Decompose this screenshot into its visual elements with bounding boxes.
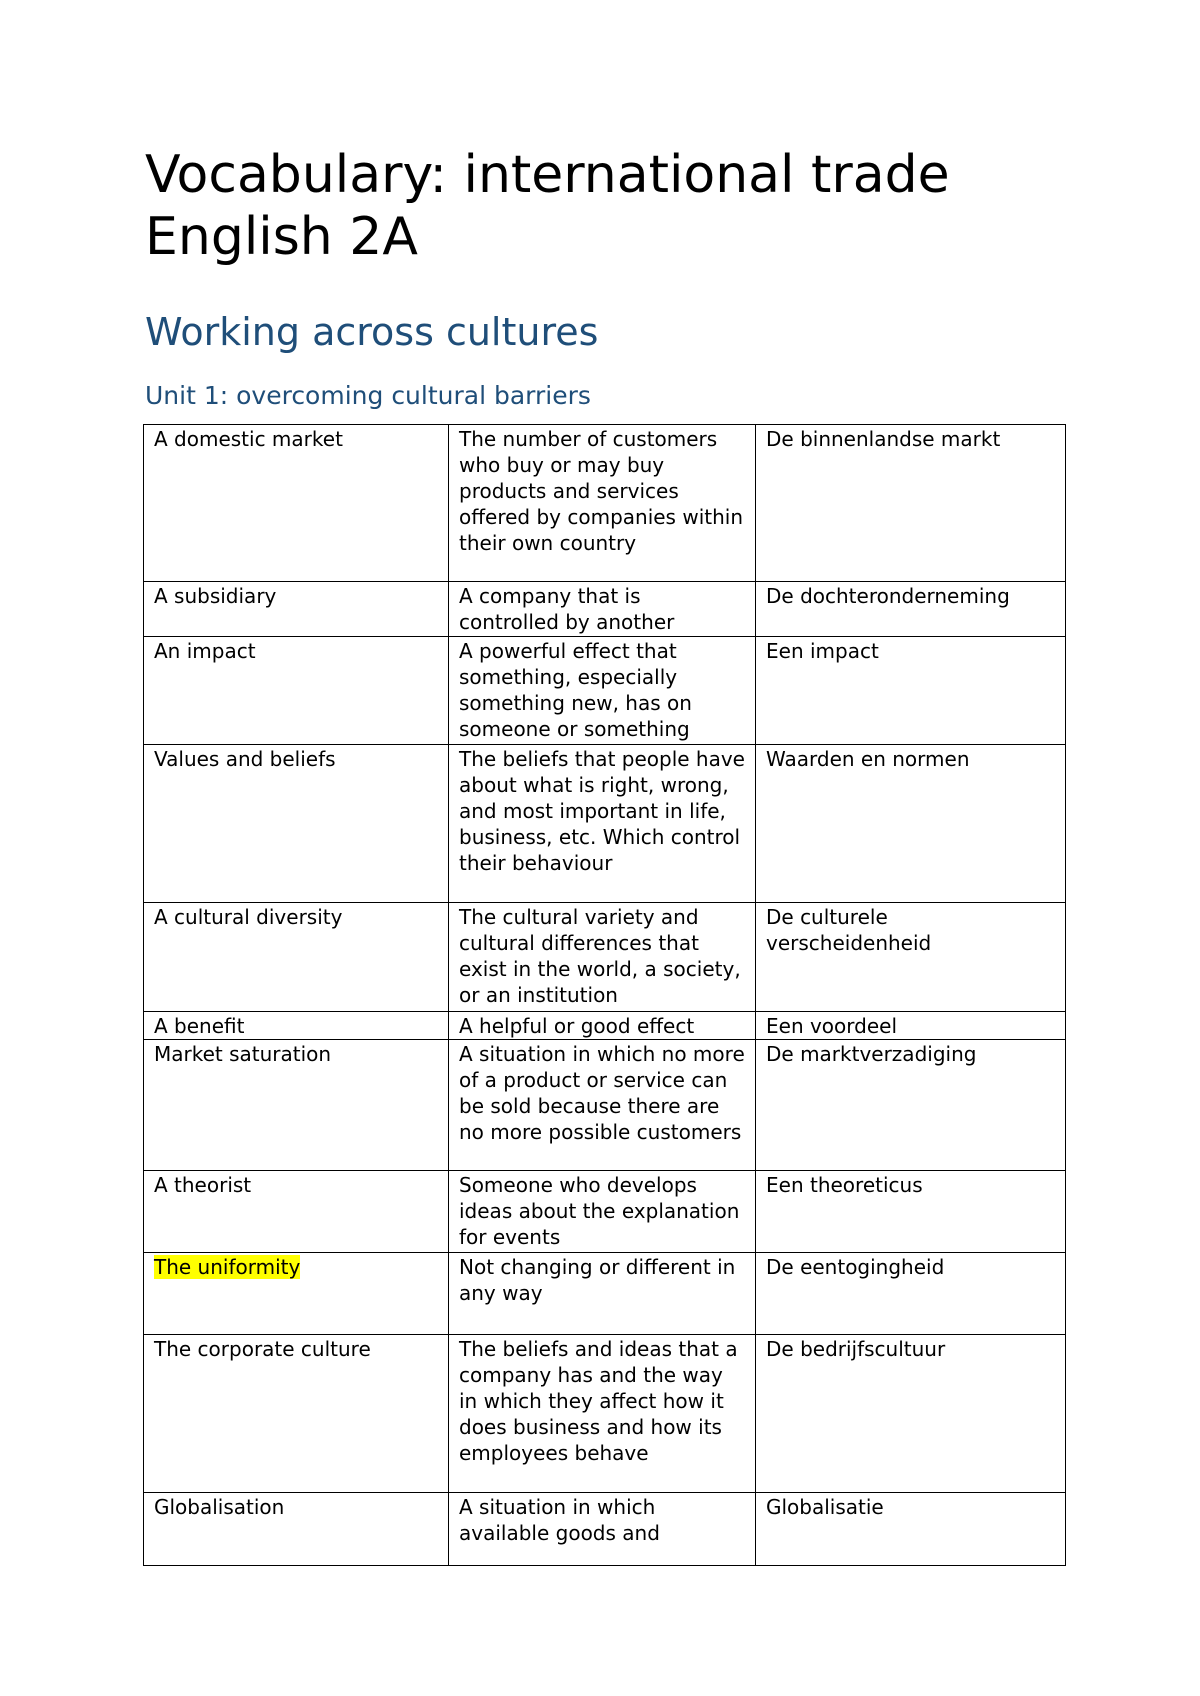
definition-cell: The cultural variety and cultural differences that exist in the world, a society, or an institution: [449, 903, 756, 1012]
translation-cell: Een theoreticus: [756, 1171, 1066, 1253]
term-cell: Globalisation: [144, 1493, 449, 1566]
table-row: [144, 582, 1066, 637]
translation-cell: De binnenlandse markt: [756, 425, 1066, 582]
translation-cell: De eentogingheid: [756, 1253, 1066, 1335]
translation-cell: Een impact: [756, 637, 1066, 745]
translation-cell: De culturele verscheidenheid: [756, 903, 1066, 1012]
unit-subheading: Unit 1: overcoming cultural barriers: [145, 381, 591, 410]
table-row: [144, 1253, 1066, 1335]
table-row: [144, 425, 1066, 582]
definition-cell: Not changing or different in any way: [449, 1253, 756, 1335]
highlighted-term: The uniformity: [154, 1255, 301, 1279]
term-cell: A domestic market: [144, 425, 449, 582]
table-row: [144, 1493, 1066, 1566]
table-row: [144, 1171, 1066, 1253]
section-heading: Working across cultures: [145, 310, 599, 354]
term-cell: A cultural diversity: [144, 903, 449, 1012]
translation-cell: De dochteronderneming: [756, 582, 1066, 637]
table-row: [144, 903, 1066, 1012]
table-row: [144, 745, 1066, 903]
definition-cell: A situation in which available goods and: [449, 1493, 756, 1566]
table-row: [144, 1012, 1066, 1040]
table-row: [144, 1040, 1066, 1171]
translation-cell: Globalisatie: [756, 1493, 1066, 1566]
translation-cell: Waarden en normen: [756, 745, 1066, 903]
table-row: [144, 637, 1066, 745]
definition-cell: Someone who develops ideas about the explanation for events: [449, 1171, 756, 1253]
definition-cell: The beliefs and ideas that a company has and the way in which they affect how it does business and how its employees behave: [449, 1335, 756, 1493]
table-row: [144, 1335, 1066, 1493]
term-cell: A subsidiary: [144, 582, 449, 637]
document-title: [145, 144, 950, 268]
definition-cell: A powerful effect that something, especially something new, has on someone or something: [449, 637, 756, 745]
translation-cell: De marktverzadiging: [756, 1040, 1066, 1171]
term-cell: A benefit: [144, 1012, 449, 1040]
term-cell: An impact: [144, 637, 449, 745]
title-line-1: Vocabulary: international trade: [145, 145, 950, 205]
definition-cell: A company that is controlled by another: [449, 582, 756, 637]
definition-cell: A situation in which no more of a product or service can be sold because there are no more possible customers: [449, 1040, 756, 1171]
definition-cell: The number of customers who buy or may buy products and services offered by companies within their own country: [449, 425, 756, 582]
vocabulary-table: [143, 424, 1066, 1566]
translation-cell: Een voordeel: [756, 1012, 1066, 1040]
definition-cell: The beliefs that people have about what is right, wrong, and most important in life, business, etc. Which control their behaviour: [449, 745, 756, 903]
term-cell: Values and beliefs: [144, 745, 449, 903]
term-cell: Market saturation: [144, 1040, 449, 1171]
definition-cell: A helpful or good effect: [449, 1012, 756, 1040]
translation-cell: De bedrijfscultuur: [756, 1335, 1066, 1493]
term-cell: A theorist: [144, 1171, 449, 1253]
term-cell: The corporate culture: [144, 1335, 449, 1493]
term-cell: [144, 1253, 449, 1335]
title-line-2: English 2A: [145, 207, 418, 267]
